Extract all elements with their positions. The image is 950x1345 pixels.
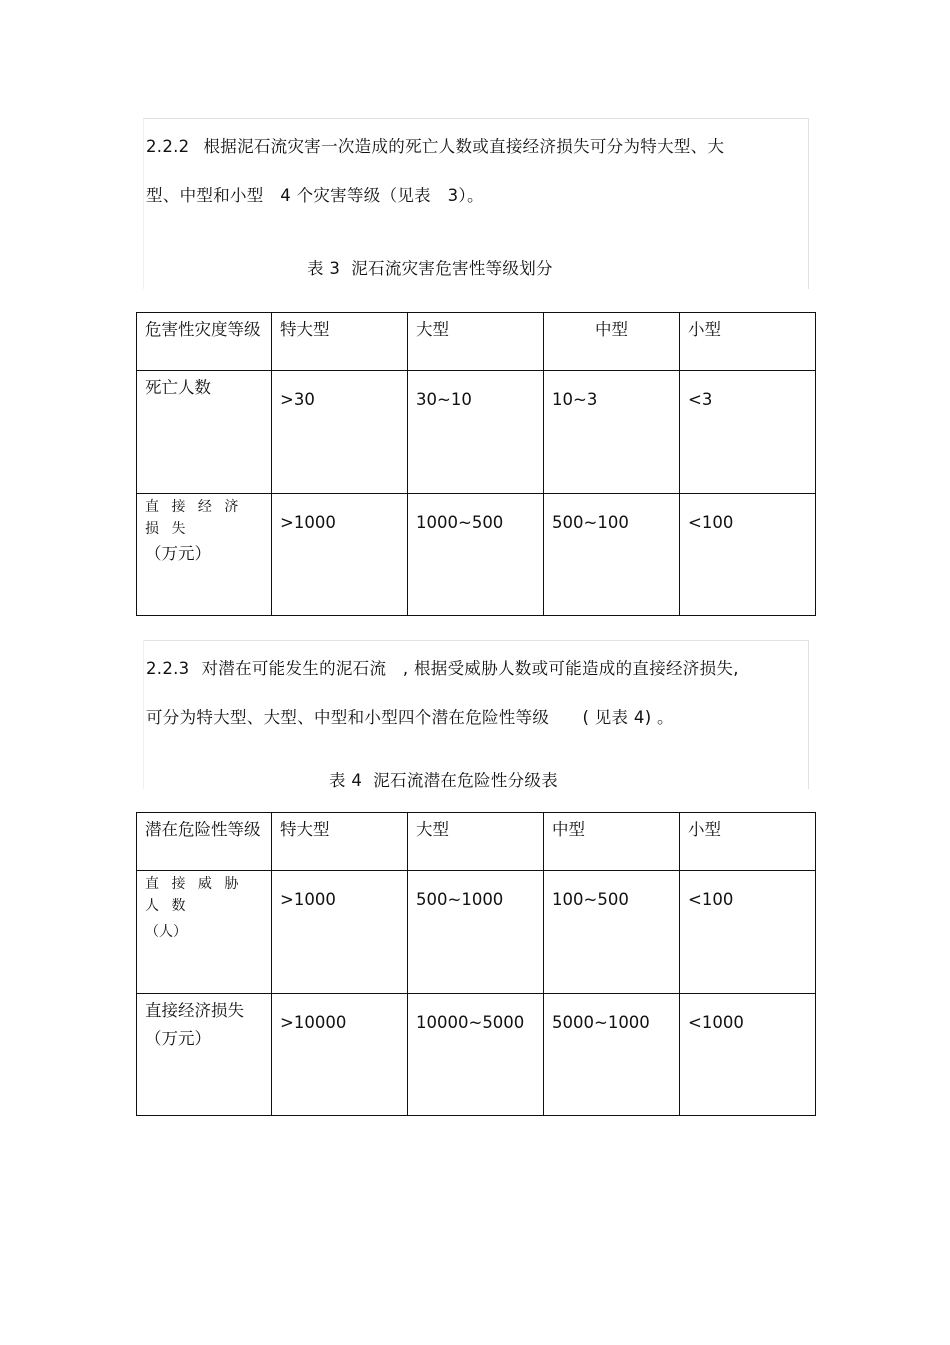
- table-cell: [137, 494, 272, 616]
- table-header-cell: 潜在危险性等级: [137, 813, 272, 871]
- cell-label-line2: （万元）: [145, 544, 211, 563]
- paragraph-text: 根据泥石流灾害一次造成的死亡人数或直接经济损失可分为特大型、大: [203, 137, 725, 156]
- section-2-2-3-line2: [146, 704, 674, 728]
- table3-caption: 表 3 泥石流灾害危害性等级划分: [307, 259, 553, 278]
- table-cell: <1000: [680, 994, 816, 1116]
- table-cell: 死亡人数: [137, 371, 272, 494]
- cell-label-line1: 直 接 威 胁 人 数: [145, 876, 243, 914]
- table4: [136, 812, 816, 1116]
- table-cell: 10~3: [544, 371, 680, 494]
- table-header-cell: 中型: [544, 813, 680, 871]
- paragraph-text: 可分为特大型、大型、中型和小型四个潜在危险性等级 ( 见表 4) 。: [146, 708, 674, 727]
- section-2-2-3-line1: [146, 655, 739, 679]
- table-cell: <100: [680, 494, 816, 616]
- table-row: [137, 813, 816, 871]
- table-row: [137, 313, 816, 371]
- table4-caption: 表 4 泥石流潜在危险性分级表: [329, 771, 559, 790]
- table-header-cell: 特大型: [272, 313, 408, 371]
- table-cell: 500~100: [544, 494, 680, 616]
- cell-label-line1: 直 接 经 济 损 失: [145, 499, 243, 537]
- table-header-cell: 小型: [680, 313, 816, 371]
- table-cell: >1000: [272, 871, 408, 994]
- cell-label-line2: （万元）: [145, 1029, 211, 1048]
- section-number: 2.2.2: [146, 137, 190, 156]
- table-cell: <3: [680, 371, 816, 494]
- table-cell: 100~500: [544, 871, 680, 994]
- section-number: 2.2.3: [146, 659, 190, 678]
- paragraph-text: 型、中型和小型 4 个灾害等级（见表 3）。: [146, 186, 484, 205]
- section-2-2-3-box: [143, 640, 809, 789]
- table-row: [137, 371, 816, 494]
- section-2-2-2-line1: [146, 133, 724, 157]
- table-cell: >30: [272, 371, 408, 494]
- table-cell: <100: [680, 871, 816, 994]
- table-cell: [137, 994, 272, 1116]
- table-cell: >1000: [272, 494, 408, 616]
- table-row: [137, 494, 816, 616]
- table-cell: 5000~1000: [544, 994, 680, 1116]
- table-cell: 30~10: [408, 371, 544, 494]
- section-2-2-2-line2: [146, 182, 484, 206]
- table3: [136, 312, 816, 616]
- table-header-cell: 危害性灾度等级: [137, 313, 272, 371]
- table-header-cell: 中型: [544, 313, 680, 371]
- section-2-2-2-box: [143, 118, 809, 289]
- table-cell: >10000: [272, 994, 408, 1116]
- cell-label-line2: （人）: [145, 924, 187, 940]
- cell-label-line1: 直接经济损失: [145, 1001, 244, 1020]
- table-header-cell: 大型: [408, 313, 544, 371]
- table-row: [137, 994, 816, 1116]
- table-cell: 1000~500: [408, 494, 544, 616]
- table-cell: 10000~5000: [408, 994, 544, 1116]
- table-header-cell: 小型: [680, 813, 816, 871]
- table-header-cell: 大型: [408, 813, 544, 871]
- paragraph-text: 对潜在可能发生的泥石流 , 根据受威胁人数或可能造成的直接经济损失,: [201, 659, 739, 678]
- table-cell: 500~1000: [408, 871, 544, 994]
- table-row: [137, 871, 816, 994]
- table-cell: [137, 871, 272, 994]
- table-header-cell: 特大型: [272, 813, 408, 871]
